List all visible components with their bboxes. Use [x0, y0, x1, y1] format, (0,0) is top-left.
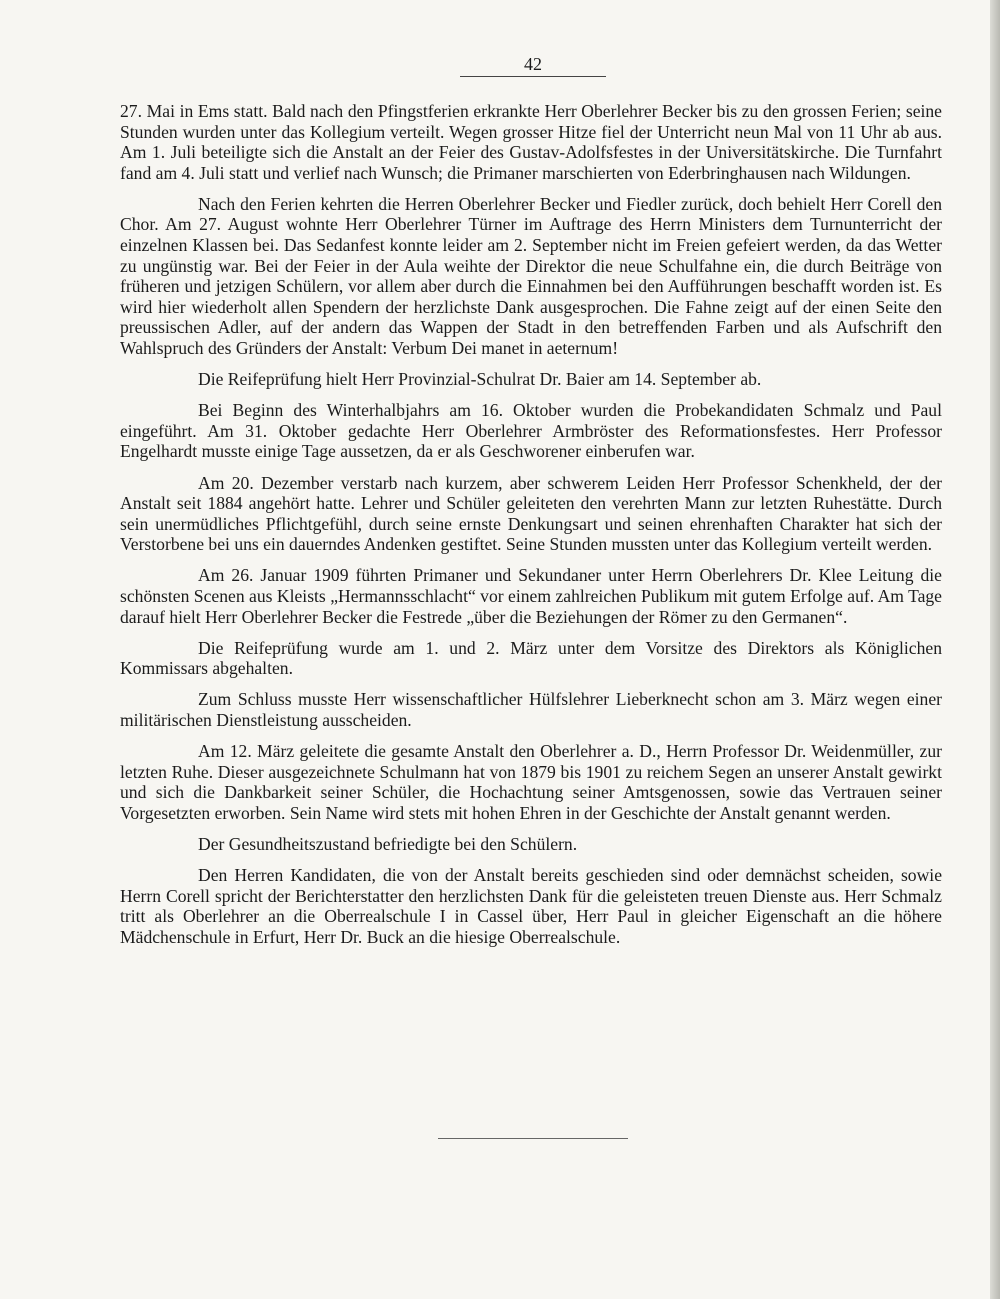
paragraph-11: Den Herren Kandidaten, die von der Anstalt bereits geschieden sind oder demnächst scheiden, sowie Herrn Corell spricht der Berichterstatter den herzlichsten Dank für die geleisteten treuen Dienste aus. Herr Schmalz tritt als Oberlehrer an die Oberrealschule I in Cassel über, Herr Paul in gleicher Eigenschaft an die höhere Mädchenschule in Erfurt, Herr Dr. Buck an die hiesige Oberrealschule.: [120, 865, 942, 947]
paragraph-8: Zum Schluss musste Herr wissenschaftlicher Hülfslehrer Lieberknecht schon am 3. März wegen einer militärischen Dienstleistung ausscheiden.: [120, 689, 942, 730]
page-number: 42: [524, 54, 542, 74]
paragraph-2: Nach den Ferien kehrten die Herren Oberlehrer Becker und Fiedler zurück, doch behielt Herr Corell den Chor. Am 27. August wohnte Herr Oberlehrer Türner im Auftrage des Herrn Ministers dem Turnunterricht der einzelnen Klassen bei. Das Sedanfest konnte leider am 2. September nicht im Freien gefeiert werden, da das Wetter zu ungünstig war. Bei der Feier in der Aula weihte der Direktor die neue Schulfahne ein, die durch Beiträge von früheren und jetzigen Schülern, vor allem aber durch die Einnahmen bei den Aufführungen beschafft worden ist. Es wird hier wiederholt allen Spendern der herzlichste Dank ausgesprochen. Die Fahne zeigt auf der einen Seite den preussischen Adler, auf der andern das Wappen der Stadt in den betreffenden Farben und als Aufschrift den Wahlspruch des Gründers der Anstalt: Verbum Dei manet in aeternum!: [120, 193, 942, 359]
paragraph-10: Der Gesundheitszustand befriedigte bei den Schülern.: [198, 833, 578, 854]
paragraph-4: Bei Beginn des Winterhalbjahrs am 16. Oktober wurden die Probekandidaten Schmalz und Paul eingeführt. Am 31. Oktober gedachte Herr Oberlehrer Armbröster des Reformationsfestes. Herr Professor Engelhardt musste einige Tage aussetzen, da er als Geschworener einberufen war.: [120, 400, 942, 462]
body-text: [120, 101, 942, 958]
footer-rule: [438, 1138, 628, 1139]
paragraph-7: Die Reifeprüfung wurde am 1. und 2. März unter dem Vorsitze des Direktors als Königlichen Kommissars abgehalten.: [120, 637, 942, 679]
page-edge: [990, 0, 1000, 1299]
paragraph-3: Die Reifeprüfung hielt Herr Provinzial-Schulrat Dr. Baier am 14. September ab.: [198, 369, 762, 390]
paragraph-1: 27. Mai in Ems statt. Bald nach den Pfingstferien erkrankte Herr Oberlehrer Becker bis zu den grossen Ferien; seine Stunden wurden unter das Kollegium verteilt. Wegen grosser Hitze fiel der Unterricht neun Mal von 11 Uhr ab aus. Am 1. Juli beteiligte sich die Anstalt an der Feier des Gustav-Adolfsfestes in der Universitätskirche. Die Turnfahrt fand am 4. Juli statt und verlief nach Wunsch; die Primaner marschierten von Ederbringhausen nach Wildungen.: [120, 101, 942, 183]
header-rule: [460, 76, 606, 77]
paragraph-9: Am 12. März geleitete die gesamte Anstalt den Oberlehrer a. D., Herrn Professor Dr. Weidenmüller, zur letzten Ruhe. Dieser ausgezeichnete Schulmann hat von 1879 bis 1901 zu reichem Segen an unserer Anstalt gewirkt und sich die Dankbarkeit seiner Schüler, die Hochachtung seiner Amtsgenossen, sowie das Vertrauen seiner Vorgesetzten erworben. Sein Name wird stets mit hohen Ehren in der Geschichte der Anstalt genannt werden.: [120, 741, 942, 823]
paragraph-6: Am 26. Januar 1909 führten Primaner und Sekundaner unter Herrn Oberlehrers Dr. Klee Leitung die schönsten Scenen aus Kleists „Hermannsschlacht“ vor einem zahlreichen Publikum mit gutem Erfolge auf. Am Tage darauf hielt Herr Oberlehrer Becker die Festrede „über die Beziehungen der Römer zu den Germanen“.: [120, 565, 942, 627]
paragraph-5: Am 20. Dezember verstarb nach kurzem, aber schwerem Leiden Herr Professor Schenkheld, der der Anstalt seit 1884 angehört hatte. Lehrer und Schüler geleiteten den verehrten Mann zur letzten Ruhestätte. Durch sein unermüdliches Pflichtgefühl, durch seine ernste Denkungsart und seinen ehrenhaften Charakter hat sich der Verstorbene bei uns ein dauerndes Andenken gestiftet. Seine Stunden mussten unter das Kollegium verteilt werden.: [120, 472, 942, 555]
